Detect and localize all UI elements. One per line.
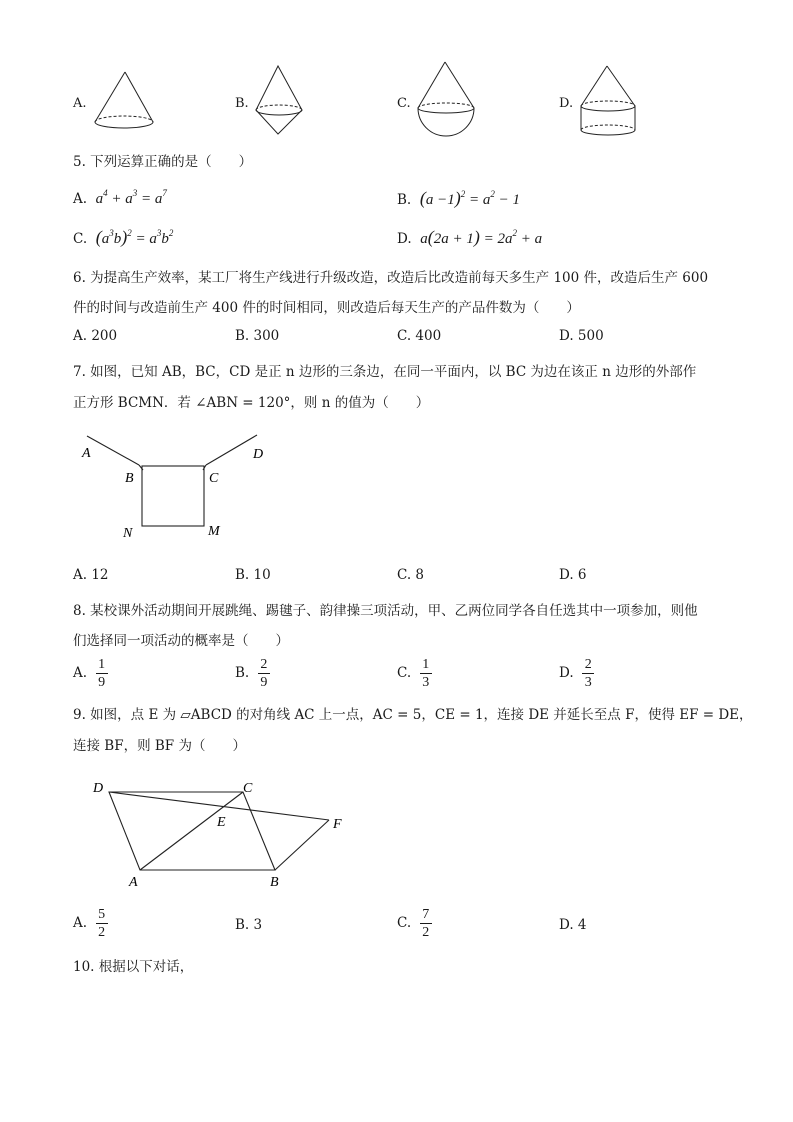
- diagonal-ac: [140, 792, 243, 870]
- fraction: $\frac{1}{3}$: [420, 657, 432, 690]
- fraction: $\frac{2}{9}$: [258, 657, 270, 690]
- q6-option-a: A. 200: [73, 328, 118, 344]
- q5-option-d-formula: $a(2a + 1) = 2a^2 + a$: [420, 227, 543, 247]
- point-d-label: D: [253, 447, 264, 462]
- q7-option-b: B. 10: [235, 567, 271, 583]
- fraction: $\frac{7}{2}$: [420, 907, 432, 940]
- q5-option-a-formula: $a^4 + a^3 = a^7$: [95, 188, 167, 207]
- edge-cd: [206, 435, 257, 465]
- q8-stem-line2: 们选择同一项活动的概率是（ ）: [73, 633, 289, 649]
- q8-option-a: A. $\frac{1}{9}$: [73, 657, 108, 690]
- q7-option-d: D. 6: [559, 567, 587, 583]
- q8-option-b: B. $\frac{2}{9}$: [235, 657, 270, 690]
- q5-option-c: C. $(a^3b)^2 = a^3b^2$: [73, 227, 174, 247]
- double-cone-figure: [250, 64, 310, 140]
- point-c-label: C: [209, 471, 219, 486]
- q4-option-b-label: B.: [235, 96, 249, 111]
- q8-option-c: C. $\frac{1}{3}$: [397, 657, 432, 690]
- fraction: $\frac{2}{3}$: [582, 657, 594, 690]
- q5-option-c-formula: $(a^3b)^2 = a^3b^2$: [95, 227, 174, 247]
- q7-stem-line1: 7. 如图，已知 AB，BC，CD 是正 n 边形的三条边，在同一平面内，以 BC 为边在该正 n 边形的外部作: [73, 364, 697, 380]
- q4-option-c-label: C.: [397, 96, 411, 111]
- q5-option-b-formula: $(a -1)^2 = a^2 - 1$: [419, 188, 520, 208]
- square-bcmn: [142, 466, 204, 526]
- q9-stem-line2: 连接 BF，则 BF 为（ ）: [73, 738, 246, 754]
- q7-option-c: C. 8: [397, 567, 425, 583]
- point-m-label: M: [208, 524, 220, 539]
- q7-figure-polygon-square: [73, 424, 273, 550]
- q8-option-d: D. $\frac{2}{3}$: [559, 657, 594, 690]
- q4-option-a-label: A.: [73, 96, 87, 111]
- cone-figure: [90, 70, 160, 132]
- point-c-label: C: [243, 781, 253, 796]
- point-f-label: F: [333, 817, 342, 832]
- q6-stem-line2: 件的时间与改造前生产 400 件的时间相同，则改造后每天生产的产品件数为（ ）: [73, 300, 580, 316]
- q4-option-d-label: D.: [559, 96, 574, 111]
- q7-stem-line2: 正方形 BCMN．若 ∠ABN = 120°，则 n 的值为（ ）: [73, 395, 430, 411]
- point-a-label: A: [82, 446, 91, 461]
- q6-option-d: D. 500: [559, 328, 604, 344]
- point-d-label: D: [93, 781, 104, 796]
- point-b-label: B: [125, 471, 134, 486]
- segment-bf: [275, 820, 329, 870]
- point-e-label: E: [217, 815, 226, 830]
- q9-option-b: B. 3: [235, 917, 263, 933]
- q6-stem-line1: 6. 为提高生产效率，某工厂将生产线进行升级改造，改造后比改造前每天多生产 100 件，改造后生产 600: [73, 270, 709, 286]
- q8-stem-line1: 8. 某校课外活动期间开展跳绳、踢毽子、韵律操三项活动，甲、乙两位同学各自任选其中一项参加，则他: [73, 603, 698, 619]
- q7-option-a: A. 12: [73, 567, 109, 583]
- cone-hemisphere-figure: [412, 60, 482, 146]
- cone-cylinder-figure: [575, 64, 645, 144]
- fraction: $\frac{1}{9}$: [96, 657, 108, 690]
- fraction: $\frac{5}{2}$: [96, 907, 108, 940]
- q10-stem: 10. 根据以下对话，: [73, 959, 194, 975]
- point-a-label: A: [129, 875, 138, 890]
- q9-option-d: D. 4: [559, 917, 587, 933]
- point-b-label: B: [270, 875, 279, 890]
- point-n-label: N: [123, 526, 133, 541]
- q5-option-b: B. $(a -1)^2 = a^2 - 1$: [397, 188, 520, 208]
- edge-ab: [87, 436, 139, 465]
- q5-option-a: A. $a^4 + a^3 = a^7$: [73, 188, 167, 207]
- q6-option-b: B. 300: [235, 328, 280, 344]
- q9-figure-parallelogram: [85, 770, 365, 892]
- q9-stem-line1: 9. 如图，点 E 为 ▱ABCD 的对角线 AC 上一点，AC = 5，CE = 1，连接 DE 并延长至点 F，使得 EF = DE，: [73, 707, 753, 723]
- q6-option-c: C. 400: [397, 328, 442, 344]
- q9-option-a: A. $\frac{5}{2}$: [73, 907, 108, 940]
- q9-option-c: C. $\frac{7}{2}$: [397, 907, 432, 940]
- q5-stem: 5. 下列运算正确的是（ ）: [73, 154, 253, 170]
- q5-option-d: D. $a(2a + 1) = 2a^2 + a$: [397, 227, 543, 247]
